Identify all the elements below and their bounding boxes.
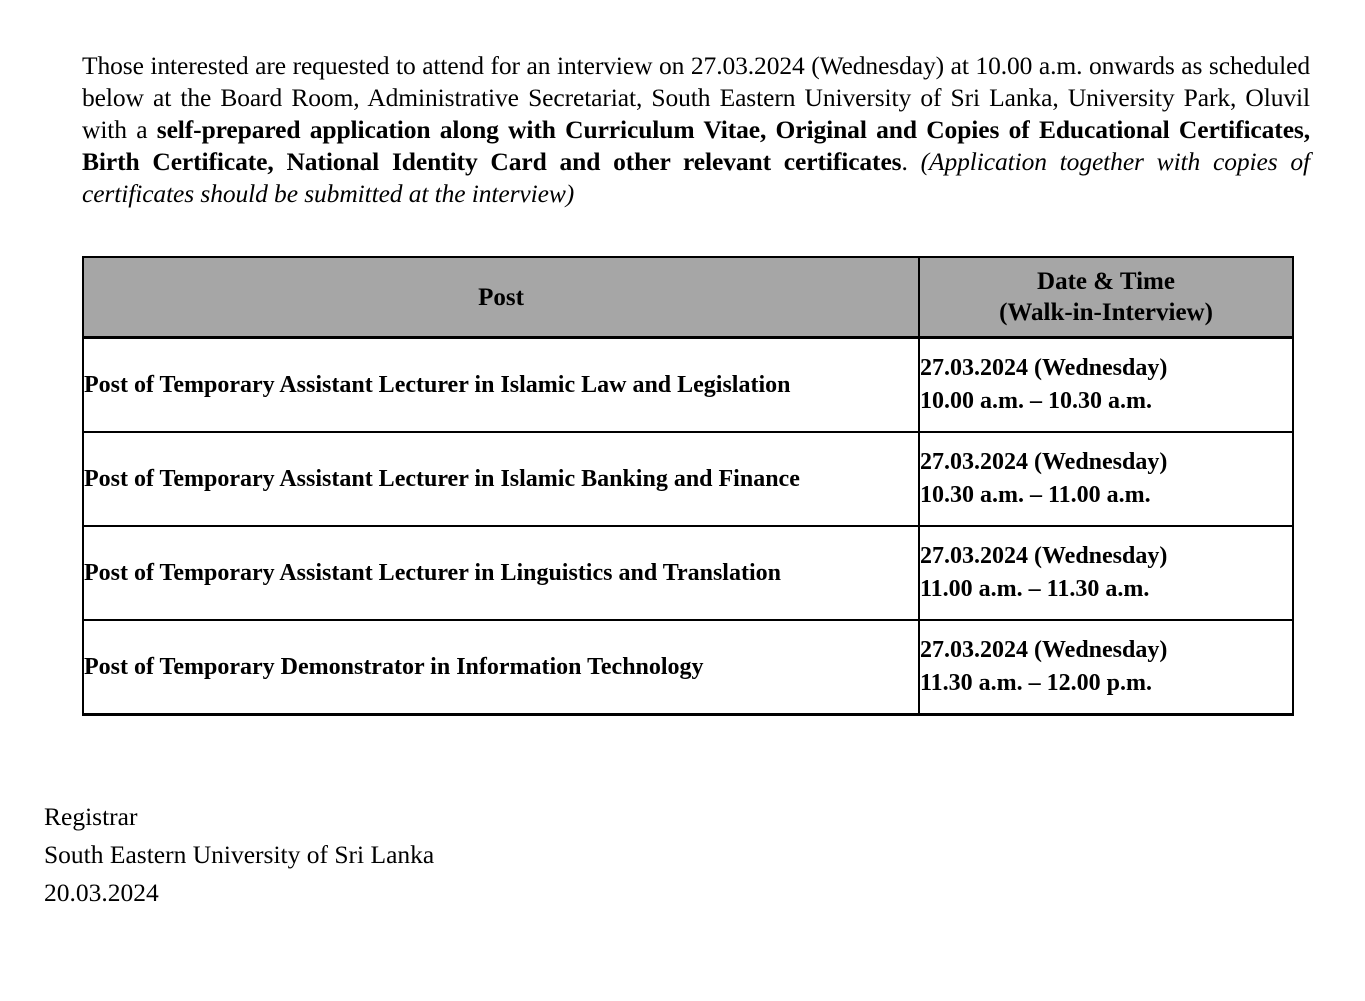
intro-text-italic-note: (Application together with copies of certificates should be submitted at the interview) [82, 146, 1310, 208]
interview-schedule-table [82, 256, 1294, 716]
column-header-datetime-line1: Date & Time [1037, 268, 1175, 295]
intro-text-bold: self-prepared application along with Curriculum Vitae, Original and Copies of Educational Certificates, Birth Certificate, National Identity Card and other relevant certificates [82, 114, 1311, 176]
cell-date: 27.03.2024 (Wednesday) [920, 449, 1168, 475]
cell-date: 27.03.2024 (Wednesday) [920, 543, 1168, 569]
signature-role: Registrar [44, 802, 138, 831]
cell-date: 27.03.2024 (Wednesday) [920, 637, 1168, 663]
cell-datetime [919, 620, 1293, 715]
signature-block [44, 798, 434, 912]
cell-post: Post of Temporary Assistant Lecturer in Islamic Banking and Finance [83, 432, 919, 526]
table-header-row [83, 257, 1293, 338]
intro-text-part-2: . [901, 146, 921, 176]
cell-time: 10.30 a.m. – 11.00 a.m. [920, 482, 1151, 508]
table-row [83, 432, 1293, 526]
table-row [83, 620, 1293, 715]
intro-text-part-1: Those interested are requested to attend for an interview on 27.03.2024 (Wednesday) at 10.00 a.m. onwards as scheduled below at the Board Room, Administrative Secretariat, South Eastern University of Sri Lanka, University Park, Oluvil with a [82, 50, 1310, 144]
table-row [83, 338, 1293, 433]
cell-time: 10.00 a.m. – 10.30 a.m. [920, 388, 1152, 414]
intro-paragraph [82, 50, 1310, 210]
cell-post: Post of Temporary Assistant Lecturer in Linguistics and Translation [83, 526, 919, 620]
table-row [83, 526, 1293, 620]
column-header-datetime [919, 257, 1293, 338]
column-header-datetime-line2: (Walk-in-Interview) [999, 299, 1213, 326]
cell-datetime [919, 432, 1293, 526]
cell-datetime [919, 526, 1293, 620]
cell-datetime [919, 338, 1293, 433]
cell-time: 11.30 a.m. – 12.00 p.m. [920, 670, 1153, 696]
signature-institution: South Eastern University of Sri Lanka [44, 840, 435, 869]
cell-post: Post of Temporary Demonstrator in Information Technology [83, 620, 919, 715]
signature-date: 20.03.2024 [44, 878, 159, 907]
cell-post: Post of Temporary Assistant Lecturer in Islamic Law and Legislation [83, 338, 919, 433]
table-body [83, 338, 1293, 715]
cell-date: 27.03.2024 (Wednesday) [920, 355, 1168, 381]
table-header [83, 257, 1293, 338]
column-header-post: Post [83, 257, 919, 338]
cell-time: 11.00 a.m. – 11.30 a.m. [920, 576, 1150, 602]
